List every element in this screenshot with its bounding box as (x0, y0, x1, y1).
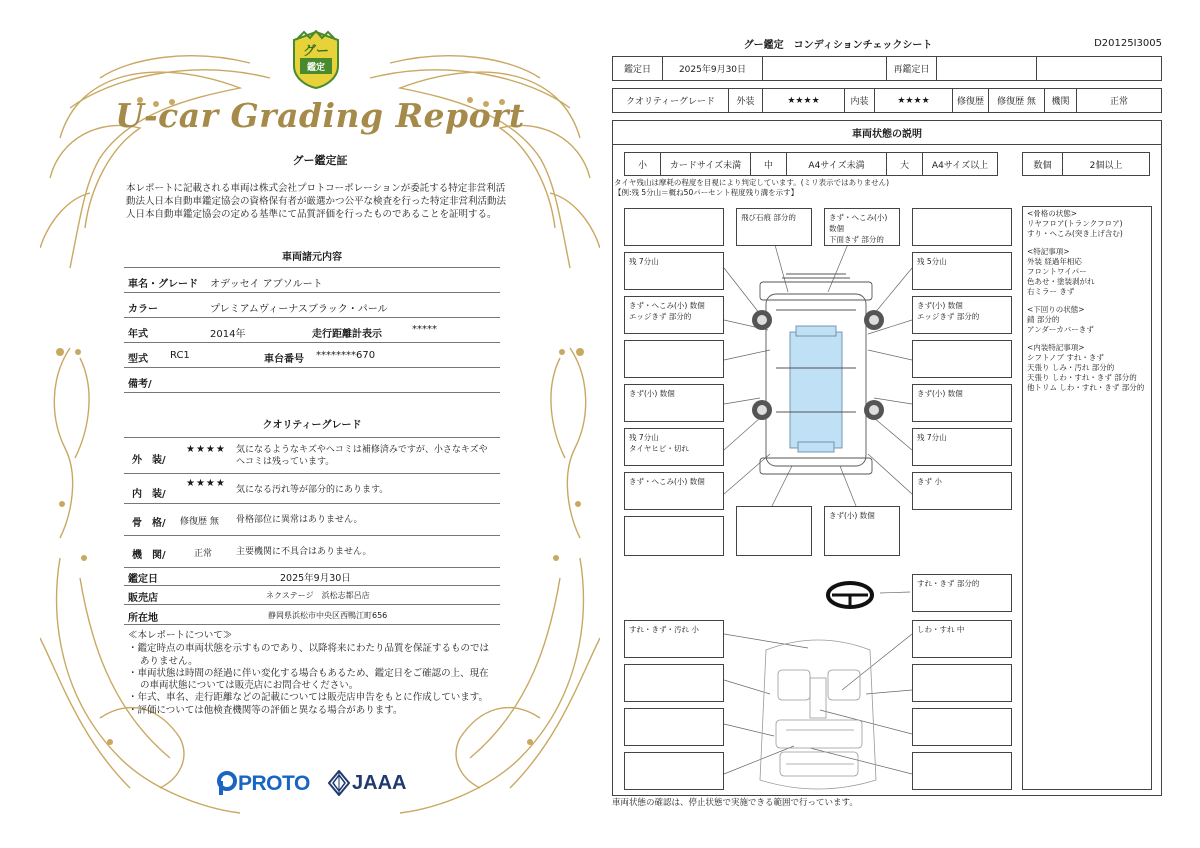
spec-year-value: 2014年 (210, 329, 246, 340)
grade-exterior-label: 外 装/ (132, 455, 166, 466)
exterior-label: 外装 (729, 89, 763, 112)
damage-box (912, 208, 1012, 246)
legend-small-label: 小 (625, 153, 661, 175)
proto-logo: PROTO (238, 772, 310, 795)
damage-box-left-tire-rear (624, 428, 724, 466)
damage-box-interior-left-top (624, 620, 724, 658)
damage-text: エッジきず 部分的 (629, 312, 692, 321)
damage-box (624, 752, 724, 790)
spec-row-color (124, 293, 500, 318)
damage-box-top-mid-left (736, 208, 812, 246)
grade-engine-text: 主要機関に不具合はありません。 (236, 547, 372, 557)
damage-text: エッジきず 部分的 (917, 312, 980, 321)
damage-box-bottom-mid (824, 506, 900, 556)
damage-text: タイヤヒビ・切れ (629, 444, 689, 453)
spec-name-value: オデッセイ アブソルート (210, 279, 323, 290)
damage-box-right-mid (912, 384, 1012, 422)
proto-logo-mark (216, 770, 238, 796)
damage-text: 残 7分山 (917, 433, 947, 442)
date-value: 2025年9月30日 (663, 57, 763, 80)
damage-box-top-mid-right (824, 208, 900, 246)
certificate-title: グー鑑定証 (292, 154, 348, 167)
spec-row-model (124, 343, 500, 368)
report-notes (128, 630, 498, 717)
note-item: ・年式、車名、走行距離などの記載については販売店申告をもとに作成しています。 (128, 692, 489, 704)
interior-notes-title: <内装特記事項> (1027, 343, 1085, 352)
damage-box-left-rear (624, 472, 724, 510)
damage-box (624, 516, 724, 556)
frame-notes-value: リヤフロア(トランクフロア) すり・へこみ(突き上げ含む) (1027, 219, 1123, 238)
quality-grade-table (124, 410, 500, 568)
damage-box-right-rear (912, 472, 1012, 510)
footer-shop-label: 販売店 (128, 593, 158, 604)
damage-text: 下面きず 部分的 (829, 235, 884, 244)
grade-row-interior (124, 474, 500, 504)
grading-certificate (40, 18, 600, 838)
footer-shop-value: ネクステージ 浜松志都呂店 (266, 591, 370, 600)
recheck-label: 再鑑定日 (887, 57, 937, 80)
damage-box (624, 208, 724, 246)
sheet-id: D20125I3005 (1094, 38, 1162, 49)
engine-label: 機関 (1045, 89, 1077, 112)
damage-text: 残 5分山 (917, 257, 947, 266)
sheet-title: グー鑑定 コンディションチェックシート (743, 40, 933, 51)
grade-heading: クオリティーグレード (124, 410, 500, 438)
damage-box (624, 340, 724, 378)
grade-engine-label: 機 関/ (132, 550, 166, 561)
under-notes (1027, 305, 1147, 335)
sheet-footer-note: 車両状態の確認は、停止状態で実施できる範囲で行っています。 (612, 798, 858, 808)
quality-grade-label: クオリティーグレード (613, 89, 729, 112)
legend-mid-label: 中 (751, 153, 787, 175)
appraisal-footer-table (124, 566, 500, 625)
spec-row-year (124, 318, 500, 343)
frame-notes-title: <骨格の状態> (1027, 209, 1078, 218)
legend-count-label: 数個 (1023, 153, 1063, 175)
damage-text: 飛び石痕 部分的 (741, 213, 796, 222)
interior-notes-value: シフトノブ すれ・きず 天張り しみ・汚れ 部分的 天張り しわ・すれ・きず 部分的 他トリム しわ・すれ・きず 部分的 (1027, 353, 1145, 392)
damage-text: きず 小 (917, 477, 942, 486)
tire-note-line-1: タイヤ残山は摩耗の程度を目視により判定しています。(ミリ表示ではありません) (614, 178, 890, 187)
footer-row-address (124, 605, 500, 625)
spec-mileage-label: 走行距離計表示 (312, 329, 382, 340)
damage-text: しわ・すれ 中 (917, 625, 965, 634)
grade-row-engine (124, 536, 500, 568)
spec-row-remarks (124, 368, 500, 393)
certificate-description: 本レポートに記載される車両は株式会社プロトコーポレーションが委託する特定非営利活動法人日本自動車鑑定協会の資格保有者が厳選かつ公平な検査を行った特定非営利活動法人日本自動車鑑定協会の定める基準にて品質評価を行ったものであることを証明する。 (126, 183, 507, 220)
condition-heading: 車両状態の説明 (613, 121, 1161, 145)
spec-remarks-label: 備考/ (128, 379, 152, 390)
vehicle-specs-table (124, 244, 500, 393)
damage-text: きず・へこみ(小) 数個 (829, 213, 888, 233)
footer-address-label: 所在地 (128, 613, 158, 624)
damage-box-right-front (912, 296, 1012, 334)
damage-text: きず・へこみ(小) 数個 (629, 477, 705, 486)
footer-address-value: 静岡県浜松市中央区西鴨江町656 (268, 611, 388, 620)
under-notes-value: 錆 部分的 アンダーカバーきず (1027, 315, 1094, 334)
damage-text: きず(小) 数個 (629, 389, 675, 398)
damage-box (912, 664, 1012, 702)
condition-check-sheet (610, 30, 1166, 820)
damage-box (624, 708, 724, 746)
interior-notes (1027, 343, 1147, 393)
spec-model-value: RC1 (170, 350, 190, 361)
legend-large-value: A4サイズ以上 (931, 160, 989, 171)
special-notes-box (1022, 206, 1152, 790)
damage-box-right-tire-front (912, 252, 1012, 290)
grade-frame-value: 修復歴 無 (180, 517, 219, 527)
spec-model-label: 型式 (128, 354, 148, 365)
footer-date-label: 鑑定日 (128, 574, 158, 585)
tire-note-line-2: 【例:残 5分山＝概ね50パーセント程度残り溝を示す】 (614, 188, 799, 197)
legend-mid-value: A4サイズ未満 (787, 153, 887, 175)
steering-wheel-icon (828, 583, 872, 607)
special-notes-value: 外装 経過年相応 フロントワイパー 色あせ・塗装剥がれ 右ミラー きず (1027, 257, 1095, 296)
frame-notes (1027, 209, 1147, 239)
grade-frame-text: 骨格部位に異常はありません。 (236, 515, 363, 525)
date-label: 鑑定日 (613, 57, 663, 80)
damage-box-interior-right-top (912, 620, 1012, 658)
spec-row-name (124, 268, 500, 293)
damage-text: きず・へこみ(小) 数個 (629, 301, 705, 310)
damage-box (624, 664, 724, 702)
jaaa-logo-mark (328, 770, 350, 796)
footer-row-date (124, 566, 500, 586)
spec-name-label: 車名・グレード (128, 279, 198, 290)
note-item: ・評価については他検査機関等の評価と異なる場合があります。 (128, 704, 403, 716)
legend-large-label: 大 (887, 153, 923, 175)
damage-box-steering (912, 574, 1012, 612)
grade-interior-stars: ★★★★ (186, 478, 226, 489)
badge-text: グー (302, 44, 330, 59)
badge-sub-text: 鑑定 (306, 63, 326, 73)
damage-box (912, 340, 1012, 378)
footer-date-value: 2025年9月30日 (280, 573, 351, 584)
footer-row-shop (124, 586, 500, 605)
damage-text: 残 7分山 (629, 433, 659, 442)
grade-row-frame (124, 504, 500, 536)
notes-title: ≪本レポートについて≫ (128, 630, 233, 641)
legend-count-value: 2個以上 (1089, 160, 1123, 171)
damage-box-left-front (624, 296, 724, 334)
spec-year-label: 年式 (128, 329, 148, 340)
repair-label: 修復歴 (953, 89, 989, 112)
damage-box-left-mid (624, 384, 724, 422)
grade-interior-text: 気になる汚れ等が部分的にあります。 (236, 485, 389, 495)
jaaa-logo: JAAA (352, 772, 407, 794)
damage-box-right-tire-rear (912, 428, 1012, 466)
specs-heading: 車両諸元内容 (124, 244, 500, 268)
engine-value: 正常 (1109, 97, 1128, 107)
damage-text: すれ・きず 部分的 (917, 579, 980, 588)
legend-small-value: カードサイズ未満 (661, 153, 751, 175)
damage-box-left-tire-front (624, 252, 724, 290)
exterior-stars: ★★★★ (763, 89, 845, 112)
note-item: ・車両状態は時間の経過に伴い変化する場合もあるため、鑑定日をご確認の上、現在の車両状態については販売店にお問合せください。 (128, 667, 489, 692)
damage-box (912, 752, 1012, 790)
under-notes-title: <下回りの状態> (1027, 305, 1085, 314)
spec-chassis-label: 車台番号 (264, 354, 304, 365)
grade-engine-value: 正常 (194, 549, 213, 559)
grade-frame-label: 骨 格/ (132, 518, 166, 529)
interior-stars: ★★★★ (875, 89, 953, 112)
spec-color-label: カラー (128, 304, 158, 315)
repair-value: 修復歴 無 (989, 89, 1045, 112)
damage-box (736, 506, 812, 556)
special-notes (1027, 247, 1147, 297)
grade-exterior-text: 気になるようなキズやヘコミは補修済みですが、小さなキズやヘコミは残っています。 (236, 445, 488, 467)
note-item: ・鑑定時点の車両状態を示すものであり、以降将来にわたり品質を保証するものではありません。 (128, 643, 490, 667)
interior-car-outline (760, 640, 876, 789)
exterior-car-outline (760, 274, 872, 474)
spec-mileage-value: ***** (412, 324, 437, 335)
spec-color-value: プレミアムヴィーナスブラック・パール (210, 304, 388, 315)
interior-label: 内装 (845, 89, 875, 112)
spec-chassis-value: ********670 (316, 350, 376, 361)
damage-text: きず(小) 数個 (917, 301, 963, 310)
damage-text: きず(小) 数個 (829, 511, 875, 520)
grade-interior-label: 内 装/ (132, 489, 166, 500)
damage-box (912, 708, 1012, 746)
grade-exterior-stars: ★★★★ (186, 444, 226, 455)
special-notes-title: <特記事項> (1027, 247, 1070, 256)
script-title: U-car Grading Report (115, 96, 525, 135)
damage-text: きず(小) 数個 (917, 389, 963, 398)
damage-text: 残 7分山 (629, 257, 659, 266)
grade-row-exterior (124, 438, 500, 474)
damage-text: すれ・きず・汚れ 小 (629, 625, 699, 634)
goo-kantei-badge (288, 30, 344, 90)
